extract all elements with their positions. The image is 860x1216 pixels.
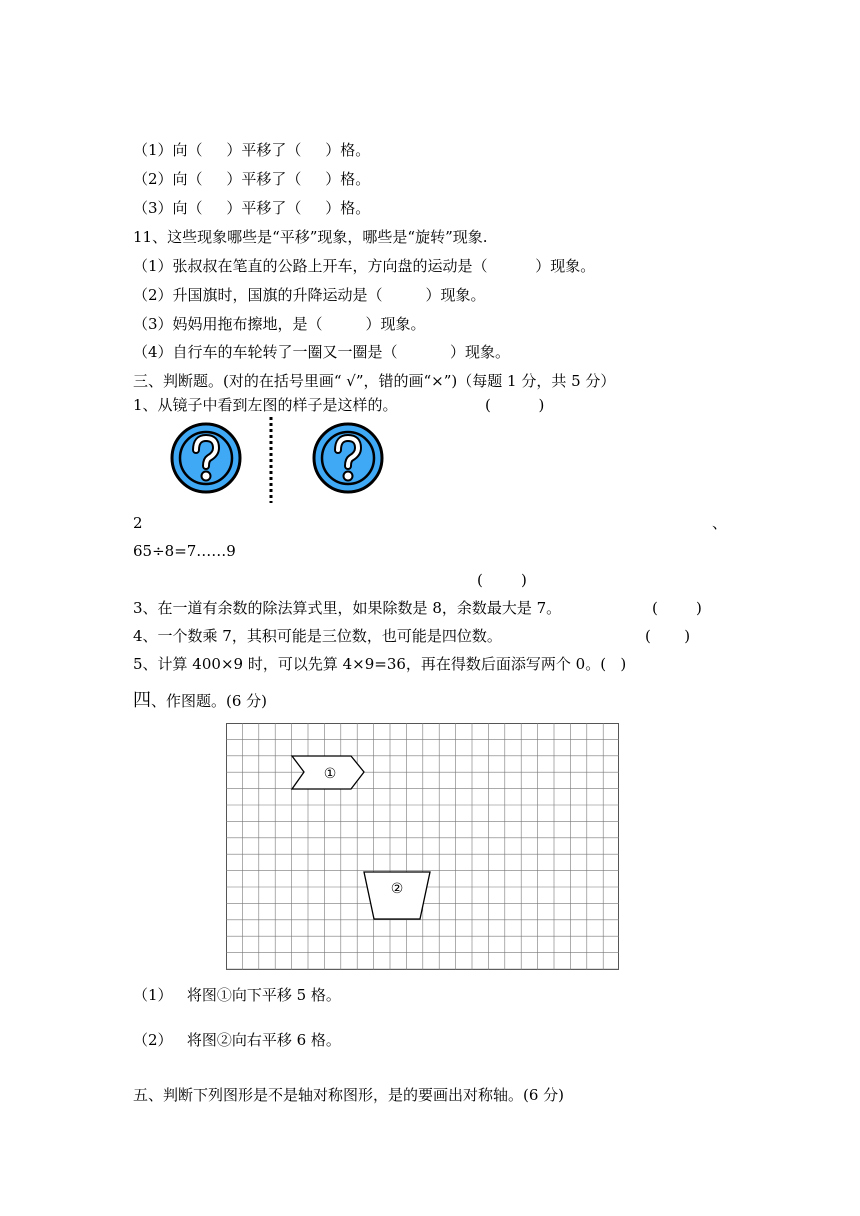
judge-3-answer-paren: ( ) [652, 599, 702, 617]
drawing-task-2: （2） 将图②向右平移 6 格。 [133, 1031, 341, 1049]
question-11-item-2: （2）升国旗时，国旗的升降运动是（ ）现象。 [133, 286, 486, 304]
section-4-number: 四 [133, 690, 151, 711]
translate-item-1: （1）向（ ）平移了（ ）格。 [133, 141, 371, 159]
section-3-heading: 三、判断题。(对的在括号里画“ √”，错的画“×”)（每题 1 分，共 5 分） [133, 372, 616, 390]
translate-item-3: （3）向（ ）平移了（ ）格。 [133, 199, 371, 217]
judge-4: 4、一个数乘 7，其积可能是三位数，也可能是四位数。 [133, 627, 502, 645]
mirror-line [268, 415, 274, 505]
judge-4-answer-paren: ( ) [645, 627, 691, 645]
judge-2-comma: 、 [712, 514, 728, 532]
drawing-task-1: （1） 将图①向下平移 5 格。 [133, 986, 341, 1004]
section-4-heading [133, 691, 267, 711]
mirrored-question-mark-badge-icon [310, 420, 386, 496]
question-11-item-1: （1）张叔叔在笔直的公路上开车，方向盘的运动是（ ）现象。 [133, 257, 596, 275]
judge-2-expression: 65÷8=7……9 [133, 542, 236, 560]
grid-canvas[interactable] [226, 723, 620, 971]
drawing-grid[interactable] [226, 723, 620, 975]
translate-item-2: （2）向（ ）平移了（ ）格。 [133, 170, 371, 188]
question-11: 11、这些现象哪些是“平移”现象，哪些是“旋转”现象. [133, 228, 488, 246]
shape-2-label: ② [390, 881, 404, 897]
judge-3: 3、在一道有余数的除法算式里，如果除数是 8，余数最大是 7。 [133, 599, 562, 617]
judge-5: 5、计算 400×9 时，可以先算 4×9=36，再在得数后面添写两个 0。( ) [133, 655, 627, 673]
shape-1-label: ① [323, 766, 337, 782]
judge-2-number: 2 [133, 514, 143, 532]
judge-2-answer-paren: ( ) [477, 571, 527, 589]
question-mark-badge-icon [168, 420, 244, 496]
section-5-heading: 五、判断下列图形是不是轴对称图形，是的要画出对称轴。(6 分) [133, 1086, 565, 1104]
judge-1-answer-paren: ( ) [485, 396, 545, 414]
section-4-title: 、作图题。(6 分) [151, 692, 268, 710]
question-11-item-4: （4）自行车的车轮转了一圈又一圈是（ ）现象。 [133, 343, 510, 361]
question-11-item-3: （3）妈妈用拖布擦地，是（ ）现象。 [133, 315, 426, 333]
judge-1: 1、从镜子中看到左图的样子是这样的。 [133, 396, 398, 414]
